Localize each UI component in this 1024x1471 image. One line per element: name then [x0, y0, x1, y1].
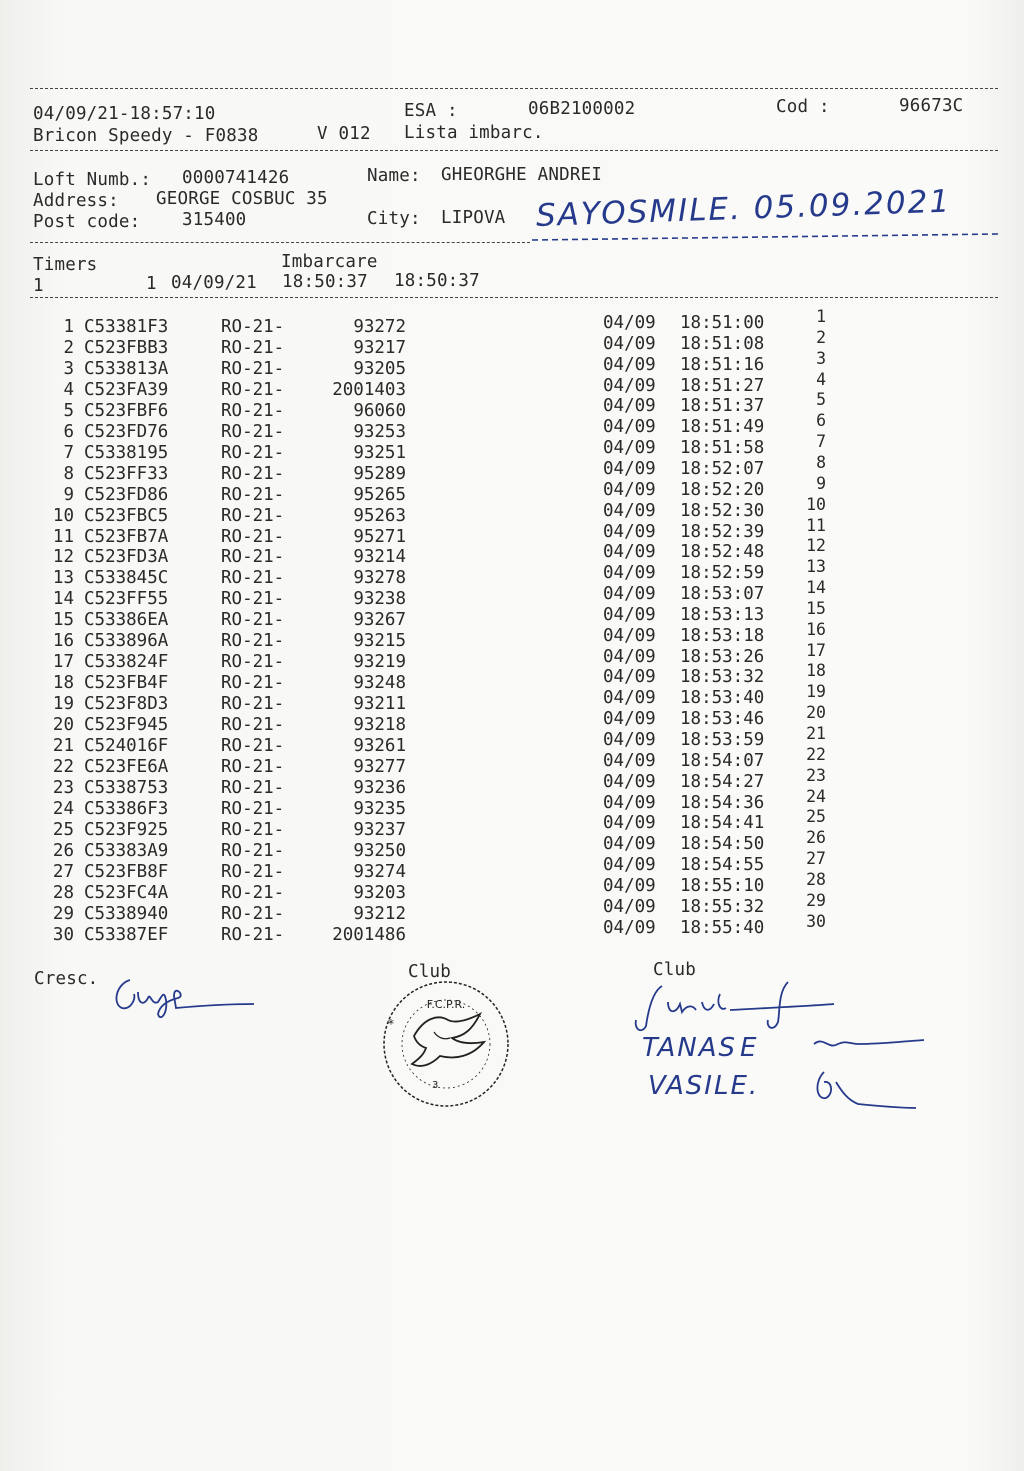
ring-number: 93250 [353, 840, 406, 861]
arrival-time: 18:53:13 [680, 604, 765, 625]
chip-id: C533896A [84, 631, 169, 652]
entry-index: 22 [52, 756, 74, 777]
arrival-position: 30 [806, 911, 826, 931]
ring-prefix: RO-21- [221, 882, 285, 903]
ring-number: 93238 [353, 589, 406, 610]
arrival-position: 23 [806, 765, 826, 785]
arrival-time: 18:55:40 [680, 917, 765, 938]
chip-id: C523FE6A [84, 756, 169, 777]
club-signatures [628, 972, 928, 1122]
arrival-time: 18:53:26 [680, 646, 765, 667]
ring-number: 93237 [353, 819, 406, 840]
arrival-position: 22 [806, 744, 826, 764]
ring-prefix: RO-21- [221, 652, 285, 673]
esa-value: 06B2100002 [528, 99, 636, 119]
arrival-time: 18:51:49 [680, 417, 765, 438]
ring-number: 93211 [353, 694, 406, 715]
arrival-time: 18:52:48 [680, 542, 765, 563]
ring-prefix: RO-21- [221, 547, 285, 568]
ring-number: 2001486 [332, 924, 406, 945]
ring-prefix: RO-21- [221, 798, 285, 819]
arrival-date: 04/09 [603, 917, 656, 938]
arrival-position: 8 [816, 452, 826, 472]
svg-text:3: 3 [432, 1080, 439, 1091]
chip-id: C53386EA [84, 610, 169, 631]
arrival-date: 04/09 [603, 855, 656, 876]
ring-number: 93235 [353, 798, 406, 819]
arrival-date: 04/09 [603, 313, 656, 333]
chip-id: C523FB8F [84, 861, 169, 882]
arrival-date: 04/09 [603, 438, 656, 459]
svg-text:VASILE.: VASILE. [648, 1071, 760, 1101]
arrival-position: 13 [806, 557, 826, 577]
arrival-position: 6 [816, 411, 826, 431]
ring-prefix: RO-21- [221, 777, 285, 798]
arrival-position: 10 [806, 494, 826, 514]
chip-id: C523FD3A [84, 547, 169, 568]
esa-label: ESA : [404, 101, 458, 121]
arrival-position: 17 [806, 640, 826, 660]
ring-prefix: RO-21- [221, 924, 285, 945]
chip-id: C523FF33 [84, 463, 169, 484]
ring-prefix: RO-21- [221, 610, 285, 631]
ring-prefix: RO-21- [221, 463, 285, 484]
postcode-value: 315400 [182, 210, 247, 230]
chip-id: C53386F3 [84, 798, 169, 819]
entry-index: 18 [52, 673, 74, 694]
arrival-date: 04/09 [603, 792, 656, 813]
arrival-position: 19 [806, 682, 826, 702]
timer-index: 1 [146, 274, 157, 294]
entry-index: 2 [63, 337, 74, 358]
arrival-position: 9 [816, 473, 826, 493]
arrival-position: 11 [806, 515, 826, 535]
ring-prefix: RO-21- [221, 505, 285, 526]
divider [30, 297, 998, 298]
ring-number: 93248 [353, 673, 406, 694]
postcode-label: Post code: [33, 212, 141, 232]
ring-number: 93251 [353, 442, 406, 463]
timer-time-2: 18:50:37 [394, 271, 480, 291]
arrival-time: 18:52:39 [680, 521, 765, 542]
cresc-label: Cresc. [34, 969, 99, 989]
handwritten-note: SAYOSMILE. 05.09.2021 [535, 183, 952, 234]
ring-prefix: RO-21- [221, 631, 285, 652]
arrival-date: 04/09 [603, 875, 656, 896]
ring-number: 93214 [353, 547, 406, 568]
divider [30, 242, 530, 243]
name-label: Name: [367, 166, 421, 186]
arrival-position: 14 [806, 578, 826, 598]
chip-id: C523FBB3 [84, 337, 169, 358]
chip-id: C523F945 [84, 715, 169, 736]
ring-prefix: RO-21- [221, 568, 285, 589]
entry-index: 21 [52, 736, 74, 756]
entry-index: 6 [63, 421, 74, 442]
list-title: Lista imbarc. [404, 123, 544, 143]
arrival-date: 04/09 [603, 354, 656, 375]
entry-index: 30 [52, 924, 74, 945]
arrival-time: 18:51:37 [680, 396, 765, 417]
entry-index: 3 [63, 358, 74, 379]
svg-text:*: * [388, 1017, 394, 1031]
chip-id: C523FB7A [84, 526, 169, 547]
ring-number: 93219 [353, 652, 406, 673]
print-datetime: 04/09/21-18:57:10 [33, 104, 216, 124]
arrival-time: 18:53:32 [680, 667, 765, 688]
ring-prefix: RO-21- [221, 819, 285, 840]
arrival-date: 04/09 [603, 375, 656, 396]
divider [30, 88, 998, 89]
chip-id: C524016F [84, 736, 169, 756]
chip-id: C523FD86 [84, 484, 169, 505]
chip-id: C533845C [84, 568, 169, 589]
svg-text:TANAS: TANAS [642, 1033, 738, 1063]
address-value: GEORGE COSBUC 35 [156, 189, 328, 209]
arrival-time: 18:53:46 [680, 709, 765, 730]
device-name: Bricon Speedy - F0838 [33, 126, 259, 146]
ring-number: 93212 [353, 903, 406, 924]
entry-index: 28 [52, 882, 74, 903]
arrival-date: 04/09 [603, 563, 656, 584]
chip-id: C523FA39 [84, 379, 169, 400]
ring-number: 95265 [353, 484, 406, 505]
entry-index: 13 [52, 568, 74, 589]
arrival-date: 04/09 [603, 688, 656, 709]
chip-id: C5338195 [84, 442, 169, 463]
breeder-signature [108, 970, 258, 1030]
arrival-position: 2 [816, 327, 826, 347]
arrival-time: 18:54:27 [680, 771, 765, 792]
arrival-time: 18:53:18 [680, 625, 765, 646]
arrival-time: 18:54:55 [680, 855, 765, 876]
arrival-time: 18:53:40 [680, 688, 765, 709]
arrival-time: 18:54:07 [680, 750, 765, 771]
chip-id: C5338940 [84, 903, 169, 924]
ring-number: 95263 [353, 505, 406, 526]
arrival-position: 27 [806, 849, 826, 869]
arrival-date: 04/09 [603, 750, 656, 771]
chip-id: C523FC4A [84, 882, 169, 903]
arrival-position: 28 [806, 869, 826, 889]
svg-text:F.C.P.R.: F.C.P.R. [426, 998, 466, 1011]
chip-id: C523FF55 [84, 589, 169, 610]
arrival-date: 04/09 [603, 896, 656, 917]
ring-number: 93205 [353, 358, 406, 379]
arrival-position: 20 [806, 703, 826, 723]
entry-index: 11 [52, 526, 74, 547]
entry-index: 14 [52, 589, 74, 610]
ring-prefix: RO-21- [221, 484, 285, 505]
arrival-date: 04/09 [603, 834, 656, 855]
city-value: LIPOVA [441, 208, 506, 228]
entry-index: 1 [63, 317, 74, 337]
entry-index: 27 [52, 861, 74, 882]
cod-value: 96673C [899, 96, 964, 116]
entry-index: 17 [52, 652, 74, 673]
entry-index: 7 [63, 442, 74, 463]
arrival-time: 18:52:30 [680, 500, 765, 521]
chip-id: C523F8D3 [84, 694, 169, 715]
ring-prefix: RO-21- [221, 442, 285, 463]
ring-prefix: RO-21- [221, 736, 285, 756]
entry-index: 23 [52, 777, 74, 798]
arrival-position: 3 [816, 348, 826, 368]
ring-prefix: RO-21- [221, 715, 285, 736]
ring-number: 93236 [353, 777, 406, 798]
ring-prefix: RO-21- [221, 903, 285, 924]
club-label-1: Club [408, 962, 451, 982]
ring-prefix: RO-21- [221, 317, 285, 337]
ring-prefix: RO-21- [221, 379, 285, 400]
entry-index: 12 [52, 547, 74, 568]
arrival-date: 04/09 [603, 771, 656, 792]
timers-label: Timers [33, 255, 98, 275]
cod-label: Cod : [776, 97, 830, 117]
arrival-date: 04/09 [603, 417, 656, 438]
arrival-time: 18:52:59 [680, 563, 765, 584]
svg-text:E: E [740, 1033, 757, 1063]
entry-index: 20 [52, 715, 74, 736]
ring-number: 93261 [353, 736, 406, 756]
ring-prefix: RO-21- [221, 840, 285, 861]
address-label: Address: [33, 191, 119, 211]
chip-id: C523F925 [84, 819, 169, 840]
arrival-date: 04/09 [603, 813, 656, 834]
ring-number: 95271 [353, 526, 406, 547]
chip-id: C523FD76 [84, 421, 169, 442]
ring-number: 96060 [353, 400, 406, 421]
arrival-date: 04/09 [603, 542, 656, 563]
arrival-position: 4 [816, 369, 826, 389]
device-version: V 012 [317, 124, 371, 144]
arrival-date: 04/09 [603, 584, 656, 605]
ring-prefix: RO-21- [221, 589, 285, 610]
arrival-position: 21 [806, 724, 826, 743]
arrival-position: 1 [816, 307, 826, 326]
ring-prefix: RO-21- [221, 861, 285, 882]
arrival-time: 18:51:16 [680, 354, 765, 375]
club-stamp [376, 974, 516, 1114]
ring-number: 2001403 [332, 379, 406, 400]
arrival-date: 04/09 [603, 646, 656, 667]
arrival-time: 18:51:27 [680, 375, 765, 396]
arrival-date: 04/09 [603, 396, 656, 417]
imbarcare-label: Imbarcare [281, 252, 378, 272]
ring-prefix: RO-21- [221, 400, 285, 421]
arrival-position: 18 [806, 661, 826, 681]
entry-index: 25 [52, 819, 74, 840]
ring-prefix: RO-21- [221, 337, 285, 358]
club-label-2: Club [653, 960, 696, 980]
timer-date: 04/09/21 [171, 273, 257, 293]
ring-number: 93215 [353, 631, 406, 652]
arrival-date: 04/09 [603, 500, 656, 521]
entry-index: 8 [63, 463, 74, 484]
arrival-time: 18:54:41 [680, 813, 765, 834]
arrival-position: 24 [806, 786, 826, 806]
ring-number: 93274 [353, 861, 406, 882]
chip-id: C523FBF6 [84, 400, 169, 421]
entry-index: 24 [52, 798, 74, 819]
arrival-position: 26 [806, 828, 826, 848]
arrival-time: 18:52:20 [680, 479, 765, 500]
arrival-date: 04/09 [603, 333, 656, 354]
arrival-time: 18:51:00 [680, 313, 765, 333]
ring-number: 93272 [353, 317, 406, 337]
arrival-date: 04/09 [603, 709, 656, 730]
arrival-position: 15 [806, 598, 826, 618]
chip-id: C53383A9 [84, 840, 169, 861]
loft-value: 0000741426 [182, 168, 290, 188]
arrival-date: 04/09 [603, 625, 656, 646]
ring-prefix: RO-21- [221, 526, 285, 547]
entry-index: 16 [52, 631, 74, 652]
arrival-time: 18:53:07 [680, 584, 765, 605]
arrival-position: 5 [816, 390, 826, 410]
entry-index: 26 [52, 840, 74, 861]
arrival-time: 18:53:59 [680, 730, 765, 750]
arrival-date: 04/09 [603, 730, 656, 750]
entry-index: 19 [52, 694, 74, 715]
ring-prefix: RO-21- [221, 358, 285, 379]
arrival-position: 25 [806, 807, 826, 827]
ring-prefix: RO-21- [221, 421, 285, 442]
arrival-time: 18:55:32 [680, 896, 765, 917]
ring-number: 93278 [353, 568, 406, 589]
entry-index: 4 [63, 379, 74, 400]
arrival-time: 18:55:10 [680, 875, 765, 896]
arrival-date: 04/09 [603, 667, 656, 688]
arrival-date: 04/09 [603, 458, 656, 479]
ring-number: 93253 [353, 421, 406, 442]
timer-count: 1 [33, 276, 44, 296]
ring-number: 93217 [353, 337, 406, 358]
chip-id: C523FB4F [84, 673, 169, 694]
arrival-date: 04/09 [603, 521, 656, 542]
chip-id: C523FBC5 [84, 505, 169, 526]
ring-prefix: RO-21- [221, 756, 285, 777]
entry-index: 15 [52, 610, 74, 631]
ring-number: 93218 [353, 715, 406, 736]
entry-index: 29 [52, 903, 74, 924]
chip-id: C53381F3 [84, 317, 169, 337]
chip-id: C5338753 [84, 777, 169, 798]
city-label: City: [367, 209, 421, 229]
chip-id: C533813A [84, 358, 169, 379]
chip-id: C533824F [84, 652, 169, 673]
entry-index: 9 [63, 484, 74, 505]
arrival-position: 16 [806, 619, 826, 639]
arrival-position: 29 [806, 890, 826, 910]
arrival-position: 12 [806, 536, 826, 556]
arrival-date: 04/09 [603, 479, 656, 500]
arrival-time: 18:51:58 [680, 438, 765, 459]
arrival-time: 18:54:36 [680, 792, 765, 813]
ring-number: 93203 [353, 882, 406, 903]
arrival-date: 04/09 [603, 604, 656, 625]
ring-number: 93277 [353, 756, 406, 777]
handwritten-underline [530, 226, 1000, 256]
ring-number: 95289 [353, 463, 406, 484]
ring-number: 93267 [353, 610, 406, 631]
timer-time-1: 18:50:37 [282, 272, 368, 292]
divider [30, 150, 998, 151]
arrival-position: 7 [816, 432, 826, 452]
arrival-time: 18:52:07 [680, 458, 765, 479]
chip-id: C53387EF [84, 924, 169, 945]
name-value: GHEORGHE ANDREI [441, 165, 603, 185]
arrival-time: 18:54:50 [680, 834, 765, 855]
loft-label: Loft Numb.: [33, 170, 152, 190]
ring-prefix: RO-21- [221, 673, 285, 694]
arrival-time: 18:51:08 [680, 333, 765, 354]
entry-index: 10 [52, 505, 74, 526]
entry-index: 5 [63, 400, 74, 421]
ring-prefix: RO-21- [221, 694, 285, 715]
